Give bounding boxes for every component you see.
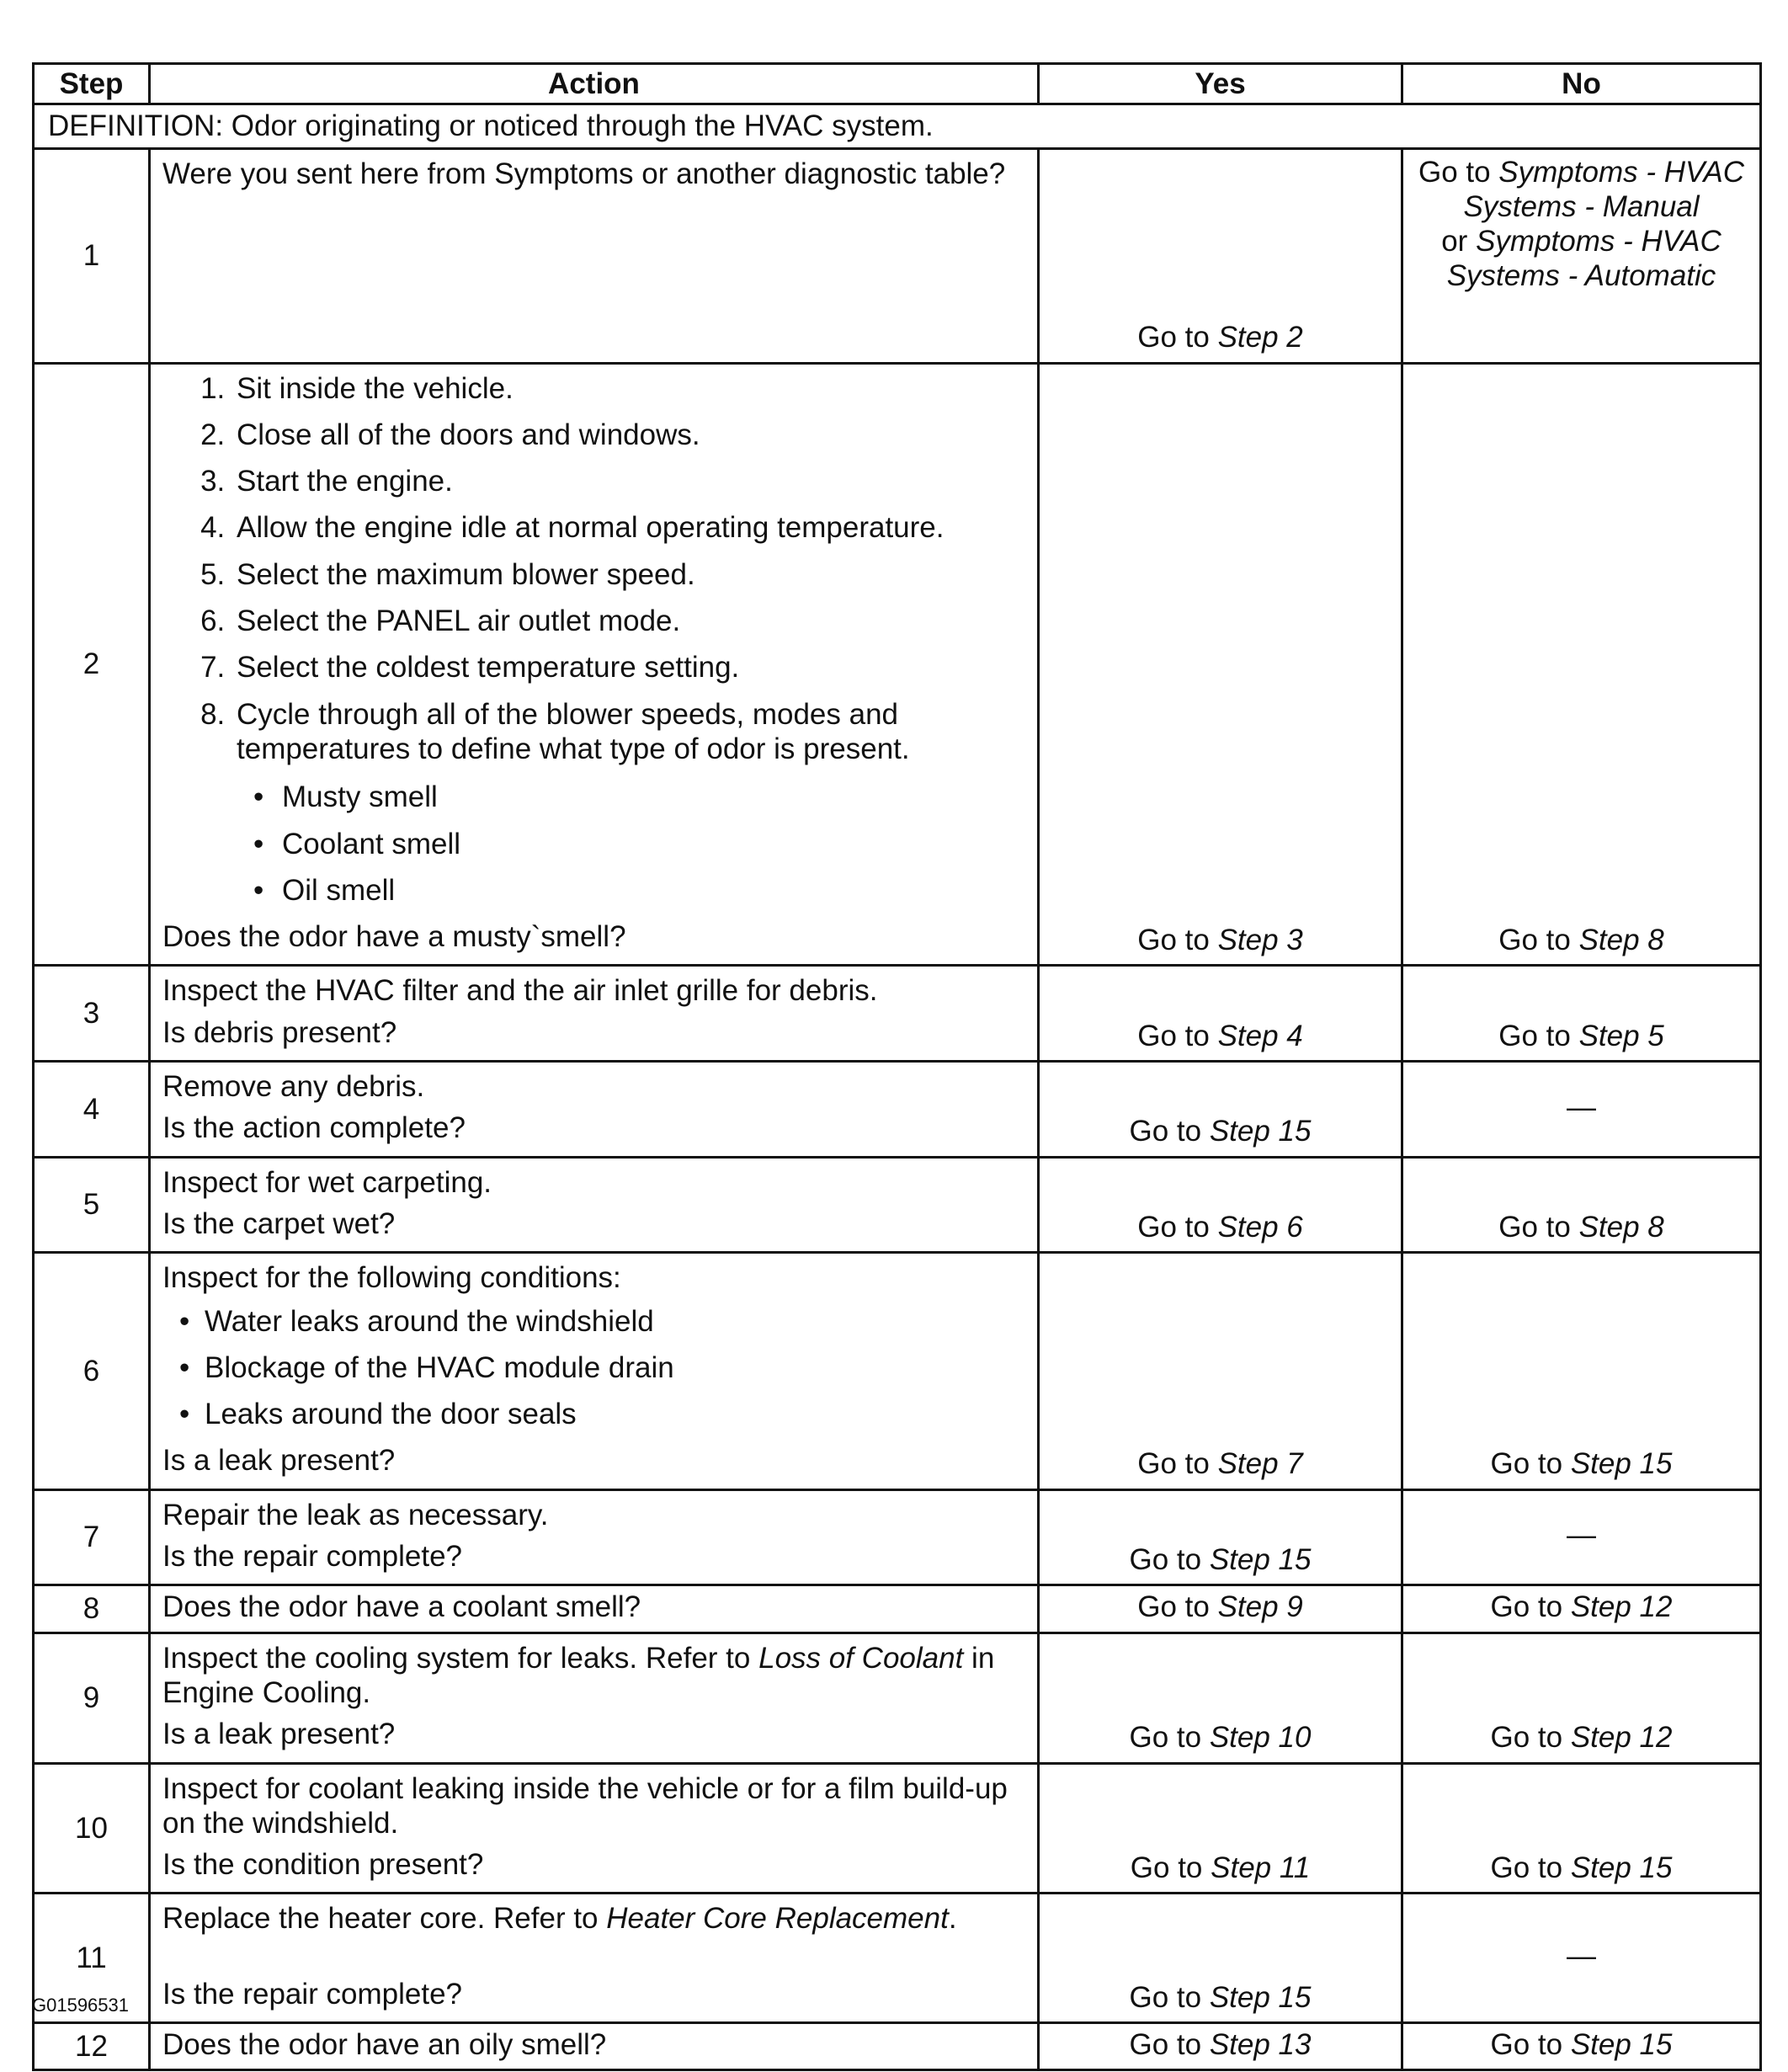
figure-code: G01596531: [32, 1995, 129, 2016]
yes-cell: Go to Step 15: [1039, 1489, 1402, 1585]
yes-step-ref: Step 9: [1217, 1590, 1303, 1624]
no-step-ref: Step 15: [1570, 1447, 1673, 1481]
list-item: • Water leaks around the windshield: [205, 1304, 1025, 1339]
table-row: [34, 1585, 1761, 1633]
table-row: [34, 1253, 1761, 1489]
no-cell: Go to Step 8: [1402, 1157, 1761, 1253]
yes-cell: Go to Step 10: [1039, 1633, 1402, 1763]
yes-step-ref: Step 11: [1211, 1851, 1311, 1885]
step-number: 1: [34, 148, 150, 363]
header-no: No: [1402, 64, 1761, 104]
action-cell: [150, 1763, 1039, 1894]
list-item: • Oil smell: [279, 873, 1025, 908]
no-cell: Go to Step 12: [1402, 1633, 1761, 1763]
action-cell: [150, 363, 1039, 966]
diagnostic-table: [32, 62, 1762, 2071]
yes-cell: Go to Step 11: [1039, 1763, 1402, 1894]
action-text: Inspect for wet carpeting.: [162, 1165, 492, 1199]
yes-cell: Go to Step 6: [1039, 1157, 1402, 1253]
table-row: [34, 1489, 1761, 1585]
question-text: Is the repair complete?: [162, 1540, 463, 1574]
yes-cell: Go to Step 9: [1039, 1585, 1402, 1633]
yes-step-ref: Step 7: [1217, 1447, 1303, 1481]
yes-step-ref: Step 10: [1209, 1721, 1312, 1755]
step-number: 12: [34, 2022, 150, 2069]
list-item: 1. Sit inside the vehicle.: [233, 371, 1025, 406]
action-text: Inspect the cooling system for leaks. Refer to Loss of Coolant in Engine Cooling.: [162, 1641, 995, 1709]
yes-cell: Go to Step 13: [1039, 2022, 1402, 2069]
header-yes: Yes: [1039, 64, 1402, 104]
yes-cell: Go to Step 7: [1039, 1253, 1402, 1489]
yes-step-ref: Step 4: [1217, 1019, 1303, 1052]
yes-cell: Go to Step 15: [1039, 1894, 1402, 2023]
step-number: 5: [34, 1157, 150, 1253]
step-number: 3: [34, 966, 150, 1062]
action-cell: [150, 1894, 1039, 2023]
list-item: • Coolant smell: [279, 827, 1025, 861]
question-text: Is the carpet wet?: [162, 1206, 396, 1240]
yes-step-ref: Step 15: [1209, 1115, 1312, 1148]
action-text: Remove any debris.: [162, 1070, 425, 1104]
action-text: Inspect the HVAC filter and the air inlet grille for debris.: [162, 974, 878, 1008]
question-text: Is the action complete?: [162, 1111, 466, 1145]
action-cell: [150, 1489, 1039, 1585]
header-step: Step: [34, 64, 150, 104]
table-row: [34, 1157, 1761, 1253]
no-step-ref: Step 8: [1578, 924, 1664, 957]
definition-row: [34, 104, 1761, 148]
list-item: 7. Select the coldest temperature setting.: [233, 650, 1025, 684]
action-text: Inspect for the following conditions:: [162, 1261, 621, 1295]
step-number: 2: [34, 363, 150, 966]
no-step-ref: Step 15: [1570, 1851, 1673, 1885]
action-cell: [150, 2022, 1039, 2069]
odor-types-list: [237, 780, 1025, 908]
step-number: 7: [34, 1489, 150, 1585]
no-cell: Go to Step 5: [1402, 966, 1761, 1062]
yes-cell: Go to Step 3: [1039, 363, 1402, 966]
no-step-ref: Step 5: [1578, 1019, 1664, 1052]
no-cell: —: [1402, 1062, 1761, 1158]
no-cell: —: [1402, 1894, 1761, 2023]
no-cell: Go to Step 15: [1402, 1253, 1761, 1489]
reference-link: Loss of Coolant: [758, 1641, 964, 1675]
list-item: 3. Start the engine.: [233, 464, 1025, 498]
table-row: [34, 1894, 1761, 2023]
no-step-ref: Step 15: [1570, 2027, 1673, 2061]
no-ref-automatic: Symptoms - HVAC Systems - Automatic: [1446, 225, 1721, 293]
no-cell: Go to Step 8: [1402, 363, 1761, 966]
step-number: 10: [34, 1763, 150, 1894]
table-row: [34, 1763, 1761, 1894]
no-cell: Go to Step 12: [1402, 1585, 1761, 1633]
question-text: Is a leak present?: [162, 1718, 396, 1751]
no-step-ref: Step 8: [1578, 1210, 1664, 1244]
step-number: 4: [34, 1062, 150, 1158]
action-text: Inspect for coolant leaking inside the vehicle or for a film build-up on the windshield.: [162, 1771, 1008, 1840]
table-row: [34, 363, 1761, 966]
list-item: 4. Allow the engine idle at normal operating temperature.: [233, 510, 1025, 545]
conditions-list: [162, 1304, 1025, 1432]
definition-text: DEFINITION: Odor originating or noticed through the HVAC system.: [34, 104, 1761, 148]
no-cell: —: [1402, 1489, 1761, 1585]
question-text: Is a leak present?: [162, 1444, 396, 1478]
no-cell: Go to Step 15: [1402, 2022, 1761, 2069]
list-item: 2. Close all of the doors and windows.: [233, 418, 1025, 452]
step-number: 6: [34, 1253, 150, 1489]
no-step-ref: Step 12: [1570, 1721, 1673, 1755]
table-row: [34, 1062, 1761, 1158]
question-text: Does the odor have a musty`smell?: [162, 920, 626, 954]
yes-step-ref: Step 13: [1209, 2027, 1312, 2061]
list-item: 8. Cycle through all of the blower speeds, modes and temperatures to define what type of odor is present. • Musty smell • Coolant smell • Oil smell: [233, 697, 1025, 908]
yes-step-ref: Step 2: [1217, 321, 1303, 354]
header-row: [34, 64, 1761, 104]
action-text: Replace the heater core. Refer to Heater Core Replacement.: [162, 1902, 957, 1936]
action-cell: [150, 1253, 1039, 1489]
action-cell: [150, 1157, 1039, 1253]
action-text: Repair the leak as necessary.: [162, 1498, 549, 1531]
step-number: 8: [34, 1585, 150, 1633]
procedure-list: [162, 371, 1025, 908]
yes-cell: Go to Step 2: [1039, 148, 1402, 363]
action-text: Were you sent here from Symptoms or another diagnostic table?: [162, 157, 1006, 190]
yes-cell: Go to Step 4: [1039, 966, 1402, 1062]
no-cell: Go to Symptoms - HVAC Systems - Manual or Symptoms - HVAC Systems - Automatic: [1402, 148, 1761, 363]
list-item: 5. Select the maximum blower speed.: [233, 557, 1025, 592]
yes-step-ref: Step 15: [1209, 1980, 1312, 2014]
action-text: Does the odor have a coolant smell?: [162, 1590, 641, 1624]
no-step-ref: Step 12: [1570, 1590, 1673, 1624]
table-row: [34, 966, 1761, 1062]
action-cell: [150, 148, 1039, 363]
list-item: • Blockage of the HVAC module drain: [205, 1350, 1025, 1385]
action-cell: [150, 966, 1039, 1062]
table-row: [34, 148, 1761, 363]
no-cell: Go to Step 15: [1402, 1763, 1761, 1894]
question-text: Is the repair complete?: [162, 1977, 463, 2011]
step-number: 11: [34, 1894, 150, 2023]
action-cell: [150, 1585, 1039, 1633]
reference-link: Heater Core Replacement: [606, 1902, 949, 1936]
yes-step-ref: Step 15: [1209, 1543, 1312, 1577]
action-cell: [150, 1062, 1039, 1158]
list-item: • Musty smell: [279, 780, 1025, 814]
list-item: 6. Select the PANEL air outlet mode.: [233, 604, 1025, 638]
header-action: Action: [150, 64, 1039, 104]
question-text: Is the condition present?: [162, 1848, 484, 1882]
action-cell: [150, 1633, 1039, 1763]
question-text: Is debris present?: [162, 1015, 397, 1049]
yes-step-ref: Step 6: [1217, 1210, 1303, 1244]
yes-cell: Go to Step 15: [1039, 1062, 1402, 1158]
no-ref-manual: Symptoms - HVAC Systems - Manual: [1463, 155, 1745, 223]
table-row: [34, 1633, 1761, 1763]
table-row: [34, 2022, 1761, 2069]
yes-step-ref: Step 3: [1217, 924, 1303, 957]
action-text: Does the odor have an oily smell?: [162, 2027, 607, 2061]
step-number: 9: [34, 1633, 150, 1763]
list-item: • Leaks around the door seals: [205, 1397, 1025, 1431]
